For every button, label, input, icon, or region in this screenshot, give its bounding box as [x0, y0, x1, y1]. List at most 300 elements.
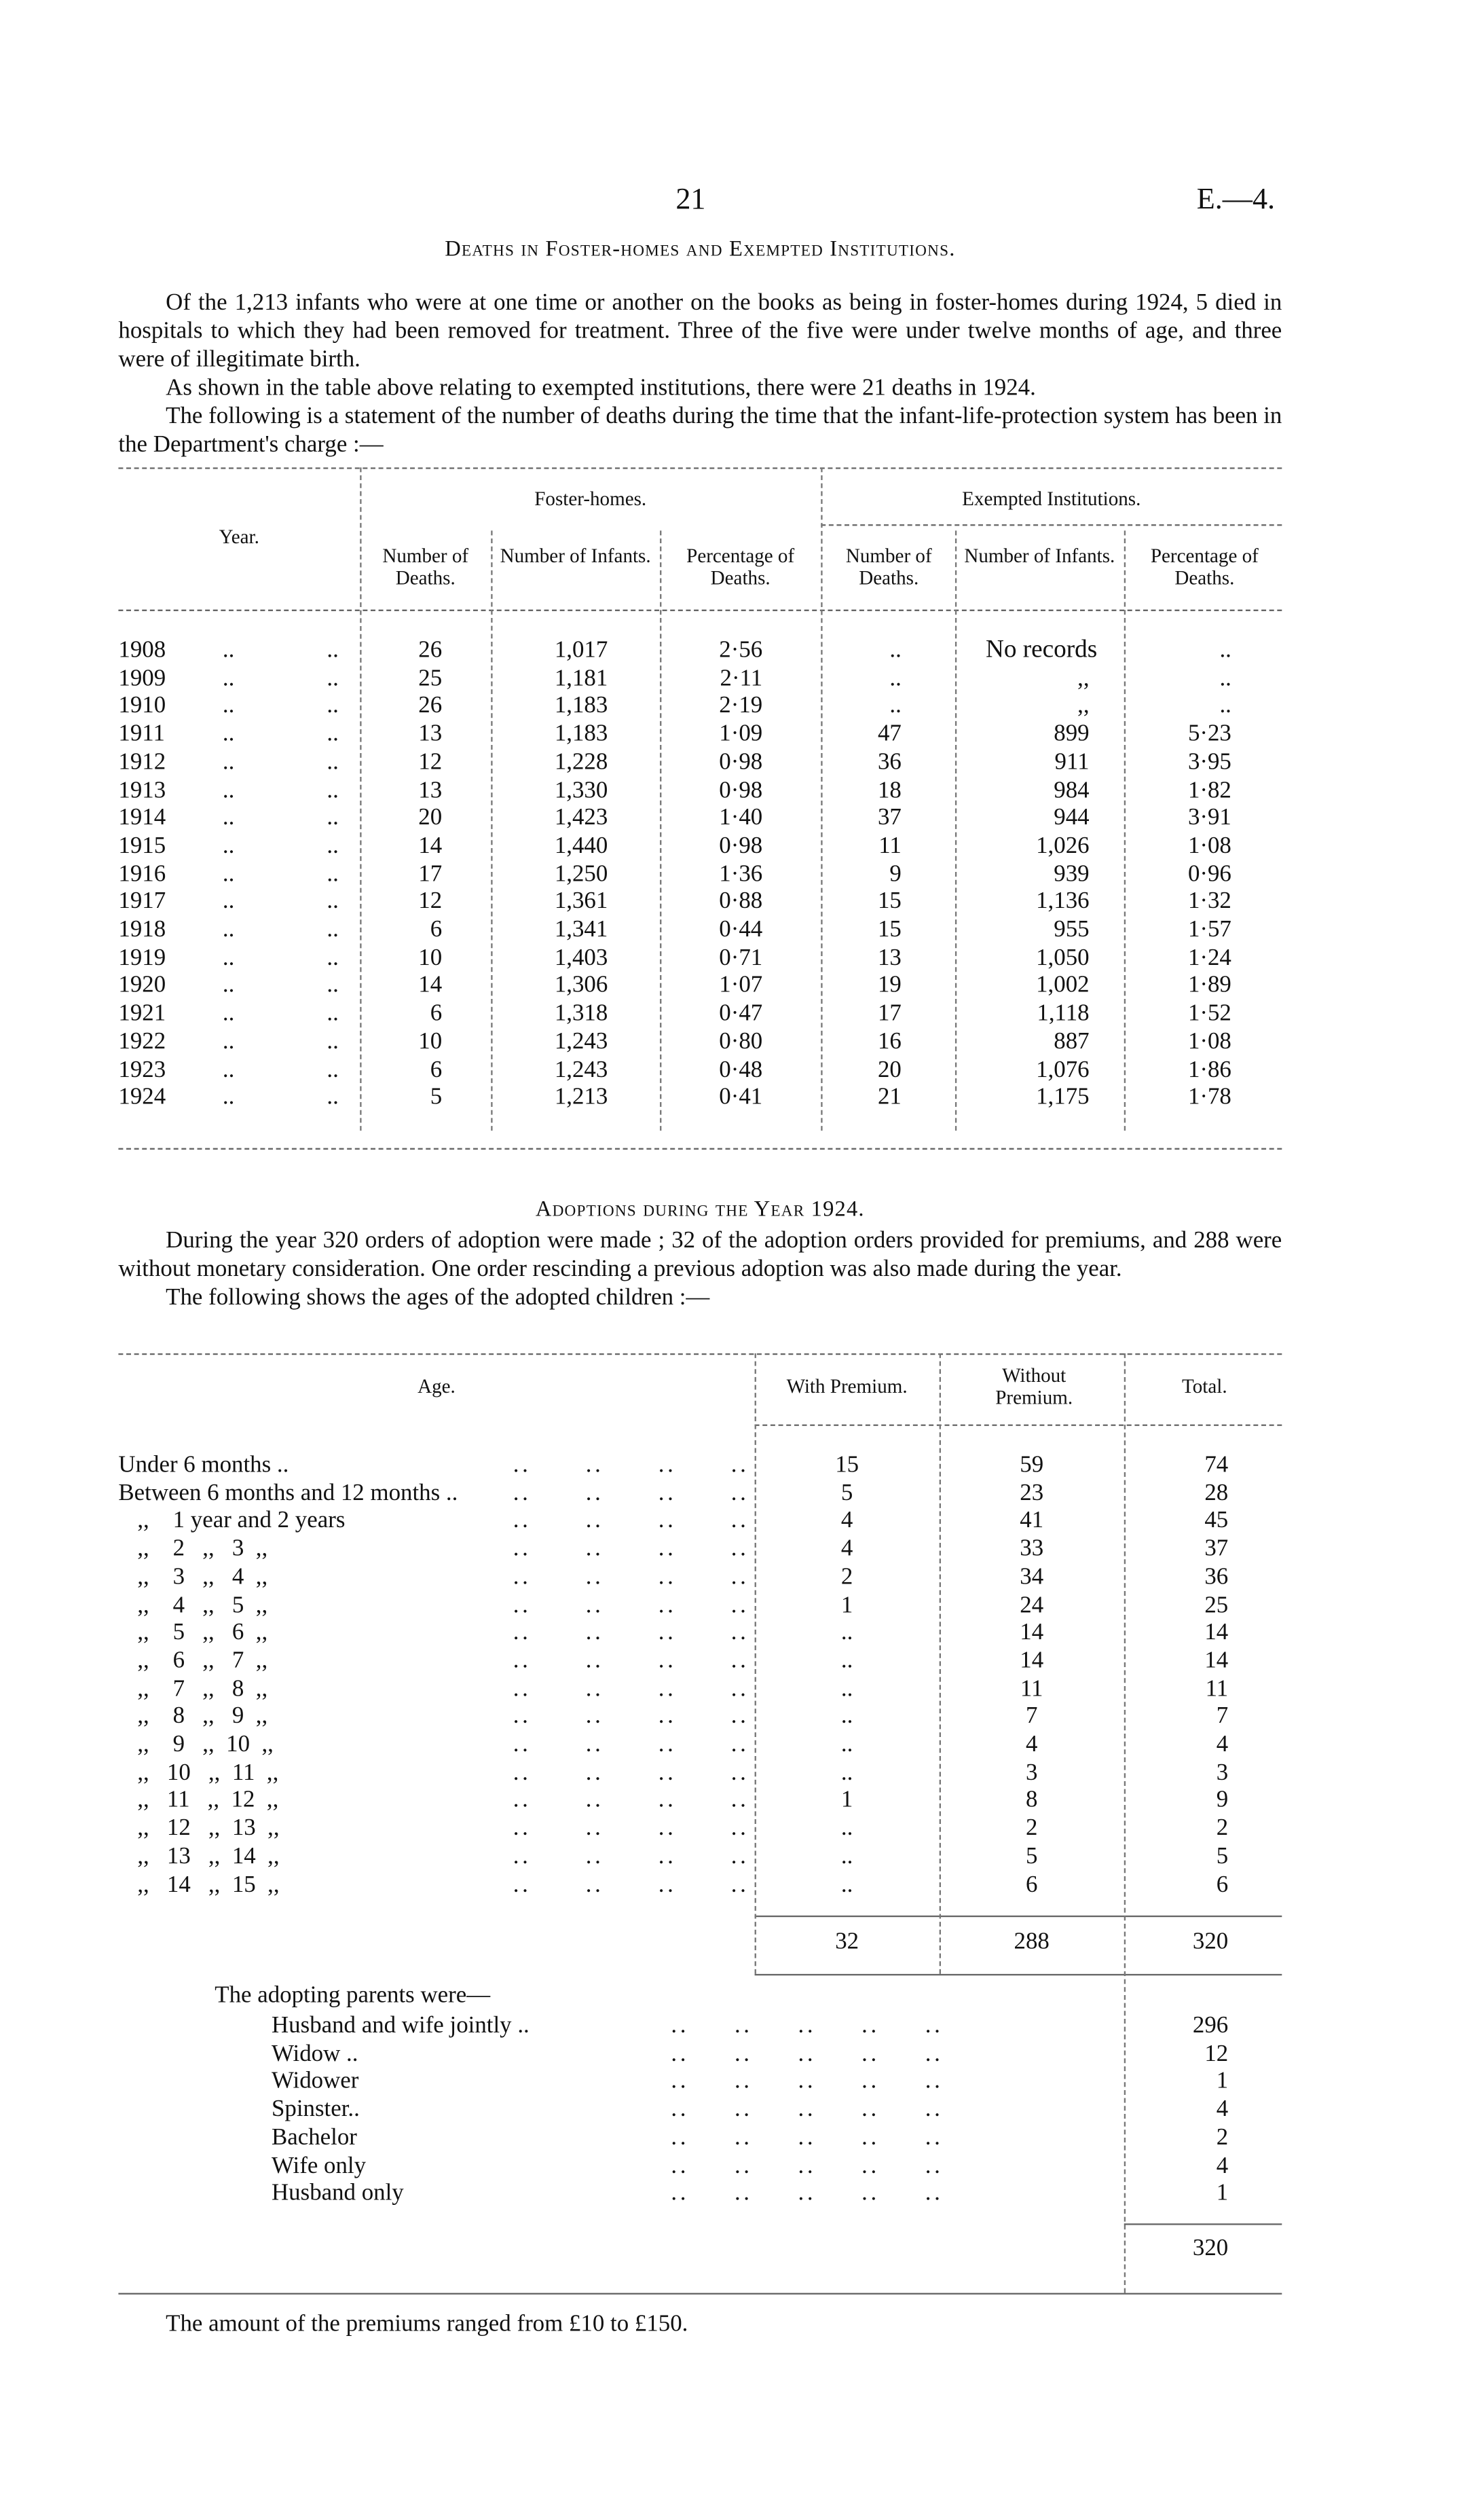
foster-percentage-cell: 0·44 — [719, 917, 763, 943]
age-cell: ,, 7 ,, 8 ,, — [137, 1676, 268, 1702]
exempted-percentage-cell: 1·08 — [1187, 833, 1231, 859]
foster-deaths-cell: 13 — [418, 721, 443, 748]
year-cell: 1924 — [118, 1085, 166, 1111]
leader-dots: .. — [222, 917, 235, 943]
without-premium-cell: 59 — [1020, 1453, 1044, 1478]
without-premium-cell: 14 — [1020, 1620, 1044, 1646]
foster-deaths-cell: 17 — [418, 861, 443, 887]
with-premium-cell: 1 — [840, 1592, 853, 1618]
total-cell: 9 — [1216, 1788, 1229, 1814]
leader-dots: .. — [327, 917, 339, 943]
exempted-percentage-cell: 1·57 — [1187, 917, 1231, 943]
paragraph: The following shows the ages of the adopted children :— — [166, 1285, 710, 1311]
table-row: ,, 1 year and 2 years .. .. .. .. 4 41 45 — [118, 1507, 1282, 1535]
leader-dots: .. — [327, 861, 339, 887]
page-number: 21 — [675, 183, 706, 217]
total-cell: 6 — [1216, 1871, 1229, 1898]
foster-percentage-cell: 0·98 — [719, 833, 763, 859]
parent-type-label: Spinster.. — [271, 2097, 360, 2123]
without-premium-cell: 11 — [1020, 1676, 1043, 1702]
table-row: ,, 4 ,, 5 ,, .. .. .. .. 1 24 25 — [118, 1591, 1282, 1620]
exempted-percentage-cell: 1·32 — [1187, 889, 1231, 915]
leader-dots: .. — [327, 1057, 339, 1083]
with-premium-cell: 15 — [835, 1453, 859, 1478]
foster-infants-cell: 1,181 — [554, 665, 608, 691]
table-row — [118, 804, 1282, 833]
year-cell: 1914 — [118, 805, 166, 831]
table-row — [118, 776, 1282, 805]
header-foster-homes: Foster-homes. — [534, 488, 647, 511]
leader-dots: .. — [327, 750, 339, 775]
age-cell: ,, 13 ,, 14 ,, — [137, 1844, 280, 1869]
with-premium-cell: .. — [840, 1732, 853, 1758]
exempted-percentage-cell: 5·23 — [1187, 721, 1231, 748]
exempted-percentage-cell: 0·96 — [1187, 861, 1231, 887]
table-row: ,, 3 ,, 4 ,, .. .. .. .. 2 34 36 — [118, 1563, 1282, 1592]
foster-deaths-cell: 12 — [418, 889, 443, 915]
leader-dots: .. .. .. .. .. — [671, 2180, 944, 2207]
leader-dots: .. .. .. .. .. — [671, 2013, 944, 2039]
year-cell: 1916 — [118, 861, 166, 887]
year-cell: 1913 — [118, 778, 166, 803]
parent-type-count: 1 — [1216, 2069, 1229, 2095]
paragraph: Of the 1,213 infants who were at one time or another on the books as being in foster-homes during 1924, 5 died in hospitals to which they had been removed for treatment. Three of the five were under twelve months of age, and three were of illegitimate birth. — [118, 290, 1282, 373]
foster-deaths-cell: 6 — [430, 917, 443, 943]
with-premium-cell: 2 — [840, 1565, 853, 1590]
exempted-deaths-cell: 47 — [877, 721, 902, 748]
table-row — [118, 916, 1282, 945]
header-exempted: Exempted Institutions. — [962, 488, 1141, 511]
age-cell: ,, 14 ,, 15 ,, — [137, 1871, 280, 1898]
table-rule — [755, 1916, 1282, 1917]
foster-deaths-cell: 12 — [418, 750, 443, 775]
exempted-deaths-cell: 15 — [877, 889, 902, 915]
exempted-deaths-cell: 16 — [877, 1029, 902, 1055]
foster-infants-cell: 1,250 — [554, 861, 608, 887]
exempted-infants-cell: 1,050 — [1036, 945, 1090, 971]
header-foster-deaths: Number of Deaths. — [382, 545, 469, 589]
exempted-infants-cell: ,, — [1077, 693, 1090, 720]
leader-dots: .. — [222, 750, 235, 775]
table-row: ,, 5 ,, 6 ,, .. .. .. .. .. 14 14 — [118, 1619, 1282, 1647]
table-row: ,, 12 ,, 13 ,, .. .. .. .. .. 2 2 — [118, 1814, 1282, 1843]
year-cell: 1920 — [118, 973, 166, 999]
foster-percentage-cell: 0·41 — [719, 1085, 763, 1111]
total-cell: 14 — [1204, 1648, 1229, 1674]
table-row — [118, 1056, 1282, 1084]
exempted-infants-cell: ,, — [1077, 665, 1090, 691]
table-row: Between 6 months and 12 months .. .. .. .. .. 5 23 28 — [118, 1479, 1282, 1508]
parent-type-row — [118, 2180, 1282, 2208]
table-row — [118, 720, 1282, 749]
table-row — [118, 832, 1282, 860]
exempted-deaths-cell: 13 — [877, 945, 902, 971]
age-cell: Under 6 months .. — [118, 1453, 289, 1478]
year-cell: 1911 — [118, 721, 165, 748]
exempted-infants-cell: 911 — [1054, 750, 1090, 775]
leader-dots: .. — [327, 665, 339, 691]
parent-type-count: 2 — [1216, 2125, 1229, 2151]
exempted-infants-cell: 1,136 — [1036, 889, 1090, 915]
header-total: Total. — [1182, 1375, 1227, 1398]
header-exempted-deaths: Number of Deaths. — [845, 545, 932, 589]
without-premium-cell: 5 — [1025, 1844, 1038, 1869]
age-cell: ,, 8 ,, 9 ,, — [137, 1704, 268, 1730]
with-premium-cell: .. — [840, 1760, 853, 1786]
table-row: Under 6 months .. .. .. .. .. 15 59 74 — [118, 1451, 1282, 1480]
without-premium-cell: 24 — [1020, 1592, 1044, 1618]
foster-percentage-cell: 0·98 — [719, 778, 763, 803]
header-exempted-infants: Number of Infants. — [964, 545, 1115, 567]
table-row — [118, 1084, 1282, 1112]
table-row — [118, 636, 1282, 665]
table-rule — [118, 467, 1282, 469]
with-premium-cell: .. — [840, 1704, 853, 1730]
without-premium-cell: 33 — [1020, 1536, 1044, 1563]
foster-infants-cell: 1,330 — [554, 778, 608, 803]
age-cell: ,, 11 ,, 12 ,, — [137, 1788, 279, 1814]
exempted-percentage-cell: .. — [1219, 665, 1231, 691]
adoptions-intro-text — [118, 1227, 1282, 1313]
foster-infants-cell: 1,403 — [554, 945, 608, 971]
age-cell: ,, 3 ,, 4 ,, — [137, 1565, 268, 1590]
exempted-infants-cell: 944 — [1054, 805, 1090, 831]
leader-dots: .. — [327, 638, 339, 663]
year-cell: 1919 — [118, 945, 166, 971]
header-with-premium: With Premium. — [786, 1375, 908, 1398]
age-cell: ,, 6 ,, 7 ,, — [137, 1648, 268, 1674]
parent-type-count: 4 — [1216, 2153, 1229, 2179]
total-cell: 11 — [1205, 1676, 1229, 1702]
foster-infants-cell: 1,183 — [554, 693, 608, 720]
year-cell: 1918 — [118, 917, 166, 943]
age-cell: ,, 9 ,, 10 ,, — [137, 1732, 274, 1758]
foster-infants-cell: 1,017 — [554, 638, 608, 663]
foster-infants-cell: 1,213 — [554, 1085, 608, 1111]
foster-deaths-cell: 6 — [430, 1001, 443, 1027]
parent-type-label: Bachelor — [271, 2125, 357, 2151]
parent-type-count: 4 — [1216, 2097, 1229, 2123]
parent-type-label: Husband and wife jointly .. — [271, 2013, 530, 2039]
foster-deaths-cell: 10 — [418, 945, 443, 971]
leader-dots: .. — [327, 721, 339, 748]
exempted-infants-cell: 1,118 — [1037, 1001, 1090, 1027]
year-cell: 1922 — [118, 1029, 166, 1055]
without-premium-cell: 41 — [1020, 1508, 1044, 1534]
without-premium-cell: 3 — [1025, 1760, 1038, 1786]
foster-infants-cell: 1,228 — [554, 750, 608, 775]
with-premium-cell: .. — [840, 1648, 853, 1674]
exempted-infants-cell: No records — [985, 636, 1098, 663]
age-cell: ,, 4 ,, 5 ,, — [137, 1592, 268, 1618]
table-row — [118, 1000, 1282, 1028]
header-year: Year. — [219, 526, 259, 548]
exempted-infants-cell: 887 — [1054, 1029, 1090, 1055]
foster-infants-cell: 1,306 — [554, 973, 608, 999]
parent-type-count: 12 — [1204, 2041, 1229, 2067]
table-row: ,, 13 ,, 14 ,, .. .. .. .. .. 5 5 — [118, 1842, 1282, 1871]
foster-infants-cell: 1,243 — [554, 1029, 608, 1055]
parent-type-row — [118, 2123, 1282, 2152]
year-cell: 1923 — [118, 1057, 166, 1083]
foster-deaths-cell: 14 — [418, 833, 443, 859]
total-all: 320 — [1192, 1929, 1229, 1955]
paragraph: As shown in the table above relating to exempted institutions, there were 21 deaths in 1924. — [166, 376, 1036, 401]
year-cell: 1921 — [118, 1001, 166, 1027]
exempted-deaths-cell: 37 — [877, 805, 902, 831]
foster-deaths-cell: 13 — [418, 778, 443, 803]
with-premium-cell: .. — [840, 1816, 853, 1842]
leader-dots: .. — [222, 805, 235, 831]
exempted-deaths-cell: 18 — [877, 778, 902, 803]
table-row: ,, 14 ,, 15 ,, .. .. .. .. .. 6 6 — [118, 1871, 1282, 1899]
total-cell: 4 — [1216, 1732, 1229, 1758]
with-premium-cell: 1 — [840, 1788, 853, 1814]
table-row — [118, 860, 1282, 888]
total-cell: 37 — [1204, 1536, 1229, 1563]
exempted-percentage-cell: 1·78 — [1187, 1085, 1231, 1111]
with-premium-cell: 4 — [840, 1536, 853, 1563]
without-premium-cell: 4 — [1025, 1732, 1038, 1758]
table-rule — [118, 610, 1282, 611]
exempted-percentage-cell: .. — [1219, 693, 1231, 720]
exempted-deaths-cell: .. — [889, 638, 902, 663]
paragraph: During the year 320 orders of adoption were made ; 32 of the adoption orders provided for premiums, and 288 were without monetary consideration. One order rescinding a previous adoption was also made during the year. — [118, 1228, 1282, 1283]
leader-dots: .. — [222, 861, 235, 887]
leader-dots: .. — [327, 1001, 339, 1027]
without-premium-cell: 6 — [1025, 1871, 1038, 1898]
exempted-percentage-cell: .. — [1219, 638, 1231, 663]
parent-type-row — [118, 2096, 1282, 2124]
without-premium-cell: 8 — [1025, 1788, 1038, 1814]
exempted-infants-cell: 1,076 — [1036, 1057, 1090, 1083]
age-cell: ,, 1 year and 2 years — [137, 1508, 346, 1534]
leader-dots: .. — [327, 693, 339, 720]
parent-type-label: Husband only — [271, 2180, 404, 2207]
foster-deaths-cell: 14 — [418, 973, 443, 999]
exempted-deaths-cell: 21 — [877, 1085, 902, 1111]
foster-percentage-cell: 0·47 — [719, 1001, 763, 1027]
premium-range-note: The amount of the premiums ranged from £10 to £150. — [166, 2312, 688, 2337]
foster-percentage-cell: 1·07 — [719, 973, 763, 999]
table-row: ,, 10 ,, 11 ,, .. .. .. .. .. 3 3 — [118, 1759, 1282, 1787]
without-premium-cell: 34 — [1020, 1565, 1044, 1590]
leader-dots: .. — [222, 945, 235, 971]
leader-dots: .. — [327, 1029, 339, 1055]
without-premium-cell: 23 — [1020, 1480, 1044, 1506]
leader-dots: .. — [222, 973, 235, 999]
foster-percentage-cell: 2·56 — [719, 638, 763, 663]
table-row — [118, 1027, 1282, 1056]
exempted-deaths-cell: 15 — [877, 917, 902, 943]
exempted-percentage-cell: 1·52 — [1187, 1001, 1231, 1027]
without-premium-cell: 7 — [1025, 1704, 1038, 1730]
leader-dots: .. .. .. .. .. — [671, 2069, 944, 2095]
exempted-percentage-cell: 1·82 — [1187, 778, 1231, 803]
parent-type-label: Widow .. — [271, 2041, 358, 2067]
with-premium-cell: 5 — [840, 1480, 853, 1506]
parent-type-row — [118, 2012, 1282, 2041]
header-foster-infants: Number of Infants. — [500, 545, 651, 567]
table-rule — [821, 524, 1282, 526]
table-row: ,, 8 ,, 9 ,, .. .. .. .. .. 7 7 — [118, 1703, 1282, 1732]
exempted-deaths-cell: .. — [889, 665, 902, 691]
exempted-percentage-cell: 1·08 — [1187, 1029, 1231, 1055]
without-premium-cell: 14 — [1020, 1648, 1044, 1674]
foster-deaths-cell: 10 — [418, 1029, 443, 1055]
foster-percentage-cell: 2·19 — [719, 693, 763, 720]
leader-dots: .. — [327, 805, 339, 831]
total-cell: 14 — [1204, 1620, 1229, 1646]
exempted-percentage-cell: 1·89 — [1187, 973, 1231, 999]
section-title-adoptions: Adoptions during the Year 1924. — [535, 1199, 865, 1222]
total-cell: 2 — [1216, 1816, 1229, 1842]
year-cell: 1909 — [118, 665, 166, 691]
leader-dots: .. — [327, 833, 339, 859]
parent-type-label: Widower — [271, 2069, 359, 2095]
total-cell: 7 — [1216, 1704, 1229, 1730]
foster-deaths-cell: 5 — [430, 1085, 443, 1111]
foster-deaths-cell: 26 — [418, 693, 443, 720]
age-cell: ,, 10 ,, 11 ,, — [137, 1760, 279, 1786]
year-cell: 1910 — [118, 693, 166, 720]
leader-dots: .. — [222, 1001, 235, 1027]
leader-dots: .. — [222, 693, 235, 720]
leader-dots: .. — [222, 833, 235, 859]
year-cell: 1908 — [118, 638, 166, 663]
foster-infants-cell: 1,423 — [554, 805, 608, 831]
table-row: ,, 2 ,, 3 ,, .. .. .. .. 4 33 37 — [118, 1535, 1282, 1564]
totals-row — [118, 1928, 1282, 1956]
header-without-premium: Without Premium. — [995, 1364, 1073, 1409]
foster-infants-cell: 1,318 — [554, 1001, 608, 1027]
exempted-infants-cell: 955 — [1054, 917, 1090, 943]
total-cell: 36 — [1204, 1565, 1229, 1590]
foster-percentage-cell: 1·09 — [719, 721, 763, 748]
exempted-infants-cell: 1,026 — [1036, 833, 1090, 859]
with-premium-cell: 4 — [840, 1508, 853, 1534]
foster-infants-cell: 1,341 — [554, 917, 608, 943]
leader-dots: .. — [222, 665, 235, 691]
total-without-premium: 288 — [1014, 1929, 1050, 1955]
table-row: ,, 9 ,, 10 ,, .. .. .. .. .. 4 4 — [118, 1731, 1282, 1759]
header-foster-percentage: Percentage of Deaths. — [686, 545, 795, 589]
with-premium-cell: .. — [840, 1676, 853, 1702]
foster-percentage-cell: 0·80 — [719, 1029, 763, 1055]
leader-dots: .. — [327, 889, 339, 915]
table-row — [118, 888, 1282, 917]
exempted-infants-cell: 899 — [1054, 721, 1090, 748]
foster-percentage-cell: 0·98 — [719, 750, 763, 775]
parent-type-count: 296 — [1192, 2013, 1229, 2039]
leader-dots: .. — [327, 973, 339, 999]
total-cell: 25 — [1204, 1592, 1229, 1618]
table-rule — [118, 2293, 1282, 2295]
foster-infants-cell: 1,243 — [554, 1057, 608, 1083]
exempted-deaths-cell: 36 — [877, 750, 902, 775]
table-row — [118, 664, 1282, 693]
exempted-percentage-cell: 3·95 — [1187, 750, 1231, 775]
leader-dots: .. — [222, 1085, 235, 1111]
table-row: ,, 7 ,, 8 ,, .. .. .. .. .. 11 11 — [118, 1675, 1282, 1703]
foster-percentage-cell: 0·88 — [719, 889, 763, 915]
leader-dots: .. — [222, 778, 235, 803]
total-with-premium: 32 — [835, 1929, 859, 1955]
foster-deaths-cell: 20 — [418, 805, 443, 831]
foster-percentage-cell: 0·71 — [719, 945, 763, 971]
age-cell: ,, 12 ,, 13 ,, — [137, 1816, 280, 1842]
parent-type-count: 1 — [1216, 2180, 1229, 2207]
leader-dots: .. .. .. .. .. — [671, 2041, 944, 2067]
foster-deaths-cell: 6 — [430, 1057, 443, 1083]
foster-deaths-cell: 26 — [418, 638, 443, 663]
exempted-infants-cell: 939 — [1054, 861, 1090, 887]
with-premium-cell: .. — [840, 1620, 853, 1646]
with-premium-cell: .. — [840, 1844, 853, 1869]
age-cell: Between 6 months and 12 months .. — [118, 1480, 458, 1506]
table-rule — [755, 1974, 1282, 1975]
table-row — [118, 972, 1282, 1000]
table-row — [118, 692, 1282, 720]
parent-type-row — [118, 2040, 1282, 2068]
year-cell: 1912 — [118, 750, 166, 775]
leader-dots: .. — [222, 721, 235, 748]
foster-infants-cell: 1,183 — [554, 721, 608, 748]
foster-percentage-cell: 2·11 — [720, 665, 763, 691]
foster-percentage-cell: 1·36 — [719, 861, 763, 887]
exempted-infants-cell: 984 — [1054, 778, 1090, 803]
year-cell: 1915 — [118, 833, 166, 859]
leader-dots: .. — [222, 1029, 235, 1055]
exempted-infants-cell: 1,175 — [1036, 1085, 1090, 1111]
foster-infants-cell: 1,361 — [554, 889, 608, 915]
table-rule — [755, 1425, 1282, 1426]
leader-dots: .. — [327, 945, 339, 971]
leader-dots: .. — [222, 638, 235, 663]
foster-deaths-cell: 25 — [418, 665, 443, 691]
parent-type-row — [118, 2151, 1282, 2180]
foster-infants-cell: 1,440 — [554, 833, 608, 859]
exempted-deaths-cell: 17 — [877, 1001, 902, 1027]
with-premium-cell: .. — [840, 1871, 853, 1898]
exempted-infants-cell: 1,002 — [1036, 973, 1090, 999]
total-cell: 3 — [1216, 1760, 1229, 1786]
parents-intro: The adopting parents were— — [215, 1983, 491, 2009]
table-rule — [1124, 2223, 1282, 2225]
foster-percentage-cell: 1·40 — [719, 805, 763, 831]
foster-percentage-cell: 0·48 — [719, 1057, 763, 1083]
paragraph: The following is a statement of the number of deaths during the time that the infant-life-protection system has been in the Department's charge :— — [118, 404, 1282, 458]
parents-total: 320 — [1192, 2235, 1229, 2262]
table-rule — [118, 1353, 1282, 1355]
table-row: ,, 6 ,, 7 ,, .. .. .. .. .. 14 14 — [118, 1647, 1282, 1675]
without-premium-cell: 2 — [1025, 1816, 1038, 1842]
table-row: ,, 11 ,, 12 ,, .. .. .. .. 1 8 9 — [118, 1787, 1282, 1815]
table-row — [118, 748, 1282, 777]
leader-dots: .. — [222, 889, 235, 915]
leader-dots: .. .. .. .. .. — [671, 2097, 944, 2123]
total-cell: 45 — [1204, 1508, 1229, 1534]
exempted-deaths-cell: .. — [889, 693, 902, 720]
leader-dots: .. .. .. .. .. — [671, 2153, 944, 2179]
exempted-deaths-cell: 20 — [877, 1057, 902, 1083]
year-cell: 1917 — [118, 889, 166, 915]
header-exempted-percentage: Percentage of Deaths. — [1150, 545, 1259, 589]
exempted-deaths-cell: 9 — [889, 861, 902, 887]
document-reference: E.—4. — [1196, 183, 1276, 217]
total-cell: 28 — [1204, 1480, 1229, 1506]
exempted-deaths-cell: 19 — [877, 973, 902, 999]
